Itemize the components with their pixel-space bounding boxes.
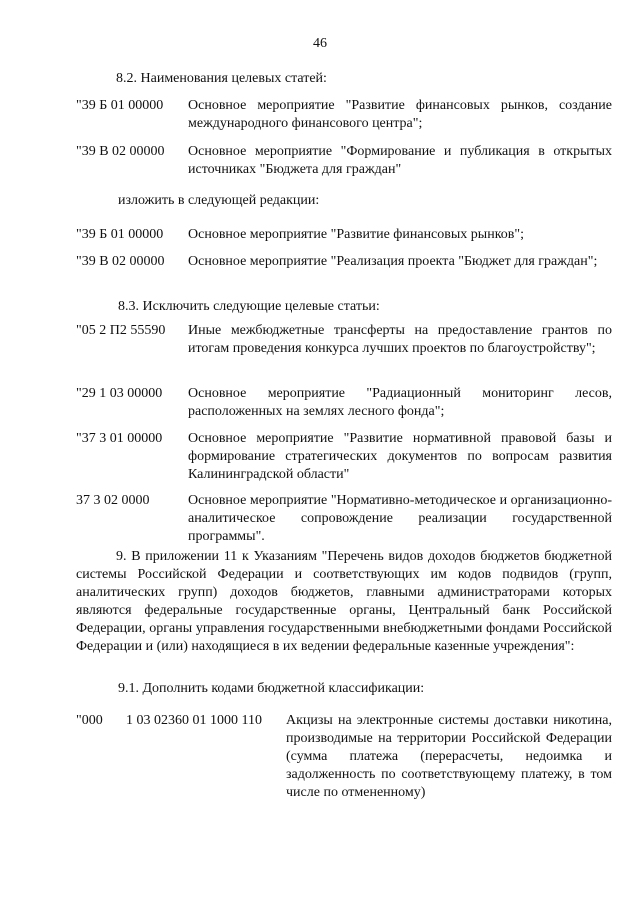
target-item-code: "29 1 03 00000 <box>76 386 163 401</box>
page-number: 46 <box>313 36 327 51</box>
target-item-text: Основное мероприятие "Нормативно-методическое и организационно-аналитическое сопровождение реализации государственной программы". <box>188 493 612 544</box>
section-8-3-heading: 8.3. Исключить следующие целевые статьи: <box>118 299 380 314</box>
restate-instruction: изложить в следующей редакции: <box>118 193 320 208</box>
target-item-code: "39 В 02 00000 <box>76 254 165 269</box>
target-item-code: "05 2 П2 55590 <box>76 323 166 338</box>
target-item-text: Основное мероприятие "Развитие финансовых рынков"; <box>188 227 524 242</box>
target-item-code: "37 3 01 00000 <box>76 431 163 446</box>
admin-code: "000 <box>76 713 103 728</box>
section-9-paragraph: 9. В приложении 11 к Указаниям "Перечень видов доходов бюджетов бюджетной системы Российской Федерации и соответствующих им кодов подвидов (групп, аналитических групп) доходов бюджетов, главными администраторами которых являются федеральные государственные органы, Центральный банк Российской Федерации, органы управления государственными внебюджетными фондами Российской Федерации и (или) находящиеся в их ведении федеральные казенные учреждения": <box>76 549 612 654</box>
target-item-text: Основное мероприятие "Реализация проекта "Бюджет для граждан"; <box>188 254 598 269</box>
target-item-code: "39 В 02 00000 <box>76 144 165 159</box>
target-item-text: Основное мероприятие "Развитие финансовых рынков, создание международного финансового центра"; <box>188 98 612 131</box>
target-item-code: 37 3 02 0000 <box>76 493 150 508</box>
target-item-text: Иные межбюджетные трансферты на предоставление грантов по итогам проведения конкурса лучших проектов по благоустройству"; <box>188 323 612 356</box>
section-8-2-heading: 8.2. Наименования целевых статей: <box>116 71 327 86</box>
budget-code-description: Акцизы на электронные системы доставки никотина, производимые на территории Российской Федерации (сумма платежа (перерасчеты, недоимка и задолженность по соответствующему платежу, в том числе по отмененному) <box>286 713 612 800</box>
target-item-code: "39 Б 01 00000 <box>76 98 164 113</box>
target-item-text: Основное мероприятие "Развитие нормативной правовой базы и формирование стратегических документов по вопросам развития Калининградской области" <box>188 431 612 482</box>
section-9-1-heading: 9.1. Дополнить кодами бюджетной классификации: <box>118 681 425 696</box>
budget-classification-code: 1 03 02360 01 1000 110 <box>126 713 262 728</box>
target-item-code: "39 Б 01 00000 <box>76 227 164 242</box>
target-item-text: Основное мероприятие "Радиационный мониторинг лесов, расположенных на землях лесного фонда"; <box>188 386 612 419</box>
target-item-text: Основное мероприятие "Формирование и публикация в открытых источниках "Бюджета для граждан" <box>188 144 612 177</box>
